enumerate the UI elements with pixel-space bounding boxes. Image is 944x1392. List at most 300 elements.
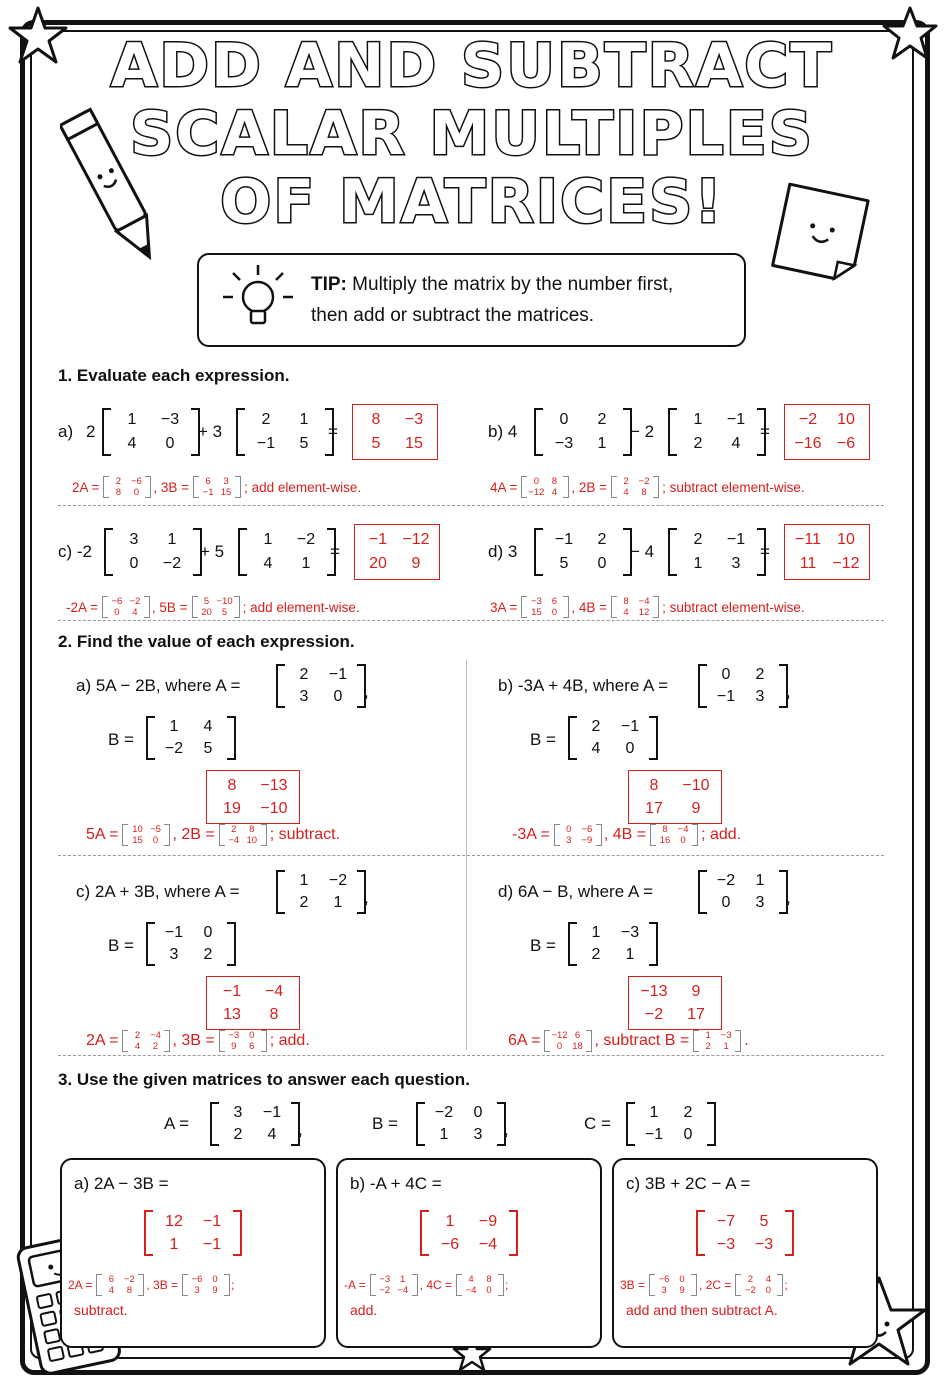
work-matrix <box>456 1274 504 1296</box>
matrix-left-bracket <box>698 664 707 708</box>
matrix-cell: 2 <box>299 894 309 911</box>
matrix-2 <box>668 408 766 456</box>
matrix-cells <box>245 408 325 456</box>
matrix-cell: 3 <box>233 1104 243 1121</box>
matrix-right-bracket <box>233 1210 242 1256</box>
matrix-cell: −10 <box>260 799 288 817</box>
worked-solution <box>508 1030 749 1052</box>
divider <box>58 855 884 856</box>
matrix-cell: 0 <box>559 411 569 428</box>
matrix-cell: 5 <box>299 435 309 452</box>
matrix-cell: −9 <box>478 1212 498 1230</box>
matrix-cell: −4 <box>264 982 284 1000</box>
matrix-cell: 0 <box>597 555 607 572</box>
work-operator: , 4B = <box>603 826 647 843</box>
work-operator: , 3B = <box>146 1278 179 1292</box>
matrix-cells <box>707 870 779 914</box>
matrix-cell: −13 <box>260 776 288 794</box>
matrix-cell: 1 <box>169 718 179 735</box>
answer-matrix <box>696 1210 794 1256</box>
problem-label: c) -2 <box>58 542 92 561</box>
matrix-cell: −4 <box>228 835 240 846</box>
answer-matrix <box>144 1210 242 1256</box>
matrix-cell: −1 <box>328 666 348 683</box>
answer-matrix <box>784 524 870 580</box>
question: b) -3A + 4B, where A = <box>498 676 669 695</box>
matrix-cell: 1 <box>263 531 273 548</box>
matrix-cell: 1 <box>693 555 703 572</box>
work-matrix <box>611 476 659 498</box>
matrix-cell: 0 <box>551 607 558 618</box>
matrix-left-bracket <box>626 1102 635 1146</box>
question: b) -A + 4C = <box>350 1174 442 1193</box>
matrix-cell: 3 <box>223 476 229 487</box>
matrix-cell: 0 <box>566 824 572 835</box>
matrix-cells <box>527 476 563 498</box>
matrix-cell: 17 <box>645 799 663 817</box>
matrix-cell: −4 <box>150 1030 161 1041</box>
title-line-2: SCALAR MULTIPLES <box>130 99 814 169</box>
matrix-cells <box>656 824 692 846</box>
work-note: ; add. <box>701 826 742 843</box>
matrix-cell: 3 <box>755 688 765 705</box>
matrix-cell: 1 <box>127 411 137 428</box>
matrix-cell: 2 <box>693 531 703 548</box>
work-end: ; <box>505 1278 509 1292</box>
matrix-cell: 8 <box>662 824 668 835</box>
matrix-cells <box>787 528 867 576</box>
question: c) 3B + 2C − A = <box>626 1174 751 1193</box>
matrix-cells <box>527 596 563 618</box>
matrix-cell: −4 <box>638 596 650 607</box>
matrix-cell: −1 <box>202 1235 222 1253</box>
matrix-cells <box>188 1274 224 1296</box>
work-end: ; <box>784 1278 788 1292</box>
matrix-cell: 4 <box>591 740 601 757</box>
matrix-cell: −6 <box>130 476 142 487</box>
matrix-cells <box>209 774 297 820</box>
matrix-cell: −1 <box>726 411 746 428</box>
matrix-cell: 2 <box>693 435 703 452</box>
lightbulb-icon <box>221 263 295 337</box>
matrix-cell: 4 <box>127 435 137 452</box>
matrix-cell: −3 <box>404 411 424 428</box>
b-label: B = <box>530 730 556 749</box>
divider <box>58 505 884 506</box>
matrix-cell: 8 <box>227 776 237 794</box>
matrix-cell: 18 <box>572 1041 583 1052</box>
matrix-cells <box>153 1210 233 1256</box>
matrix-cell: 3 <box>731 555 741 572</box>
matrix-cell: −3 <box>554 435 574 452</box>
matrix-cell: 9 <box>691 799 701 817</box>
matrix-cell: 1 <box>400 1274 406 1285</box>
matrix-b <box>568 716 658 760</box>
work-note: ; add element-wise. <box>242 599 360 615</box>
matrix-b <box>146 716 236 760</box>
worked-solution <box>72 476 361 498</box>
matrix-cell: 2 <box>597 411 607 428</box>
title-line-1: ADD AND SUBTRACT <box>110 31 834 101</box>
work-lhs: 2A = <box>86 1032 119 1049</box>
matrix-left-bracket <box>146 922 155 966</box>
matrix-cell: −2 <box>644 1005 664 1023</box>
matrix-cell: 1 <box>591 924 601 941</box>
matrix-cells <box>677 528 757 576</box>
matrix-cell: 0 <box>133 487 140 498</box>
matrix-cells <box>543 408 623 456</box>
matrix-cell: 2 <box>591 946 601 963</box>
matrix-cell: 17 <box>687 1005 705 1023</box>
matrix-cell: 1 <box>597 435 607 452</box>
matrix-cell: 3 <box>473 1126 483 1143</box>
answer-matrix <box>206 770 300 824</box>
matrix-cell: −12 <box>832 555 860 572</box>
matrix-cell: −1 <box>726 531 746 548</box>
matrix-cells <box>462 1274 498 1296</box>
matrix-cell: 2 <box>705 1041 711 1052</box>
matrix-cell: 4 <box>132 607 138 618</box>
matrix-left-bracket <box>698 870 707 914</box>
matrix-cells <box>113 528 193 576</box>
matrix-left-bracket <box>144 1210 153 1256</box>
matrix-cell: 11 <box>799 555 817 572</box>
matrix-cells <box>285 870 357 914</box>
work-matrix <box>219 824 267 846</box>
matrix-cell: 0 <box>680 835 686 846</box>
b-label: B = <box>108 936 134 955</box>
matrix-right-bracket <box>707 1102 716 1146</box>
matrix-cell: 0 <box>152 835 159 846</box>
tip-line-1: Multiply the matrix by the number first, <box>352 274 674 295</box>
matrix-right-bracket <box>261 824 267 846</box>
matrix-left-bracket <box>568 716 577 760</box>
operator: + 5 <box>200 542 225 561</box>
equals-sign: = <box>760 542 770 561</box>
work-operator: , 2B = <box>172 826 215 843</box>
matrix-cell: 4 <box>623 607 629 618</box>
answer-matrix <box>354 524 440 580</box>
matrix-cell: 8 <box>371 411 381 428</box>
work-matrix <box>192 596 240 618</box>
matrix-cell: 0 <box>625 740 635 757</box>
matrix-cell: 1 <box>445 1212 455 1230</box>
tip-label: TIP: <box>311 274 347 295</box>
matrix-cell: 0 <box>721 666 731 683</box>
matrix-cell: −6 <box>191 1274 203 1285</box>
work-matrix <box>693 1030 741 1052</box>
matrix-cell: 5 <box>203 596 210 607</box>
matrix-right-bracket <box>498 1274 504 1296</box>
matrix-right-bracket <box>649 922 658 966</box>
matrix-b <box>568 922 658 966</box>
tip-text <box>311 269 731 331</box>
matrix-right-bracket <box>234 596 240 618</box>
work-matrix <box>544 1030 592 1052</box>
answer-matrix <box>784 404 870 460</box>
work-end: ; <box>231 1278 235 1292</box>
work-lhs: -A = <box>344 1278 366 1292</box>
work-note: ; add element-wise. <box>244 479 362 495</box>
work-operator: , 5B = <box>151 599 188 615</box>
comma: , <box>298 1120 303 1139</box>
matrix-a <box>698 664 788 708</box>
matrix-cells <box>550 1030 586 1052</box>
given-matrix-b <box>416 1102 506 1146</box>
matrix-cell: 8 <box>623 596 629 607</box>
matrix-cell: 3 <box>194 1285 200 1296</box>
matrix-cells <box>108 596 144 618</box>
matrix-cell: 6 <box>205 476 211 487</box>
work-matrix <box>554 824 602 846</box>
matrix-cell: 8 <box>126 1285 132 1296</box>
matrix-cells <box>247 528 327 576</box>
work-note: add and then subtract A. <box>626 1302 778 1318</box>
matrix-right-bracket <box>164 824 170 846</box>
matrix-right-bracket <box>145 476 151 498</box>
matrix-left-bracket <box>568 922 577 966</box>
matrix-cell: −2 <box>129 596 141 607</box>
question: d) 6A − B, where A = <box>498 882 653 901</box>
matrix-cell: 4 <box>468 1274 474 1285</box>
matrix-cell: 8 <box>649 776 659 794</box>
matrix-1 <box>102 408 200 456</box>
matrix-cells <box>128 824 164 846</box>
matrix-cell: −1 <box>716 688 736 705</box>
matrix-right-bracket <box>138 1274 144 1296</box>
matrix-cells <box>577 922 649 966</box>
matrix-right-bracket <box>653 596 659 618</box>
matrix-cell: 2 <box>755 666 765 683</box>
matrix-cell: 1 <box>167 531 177 548</box>
comma: , <box>504 1120 509 1139</box>
matrix-cell: 2 <box>683 1104 693 1121</box>
matrix-right-bracket <box>691 1274 697 1296</box>
matrix-left-bracket <box>534 528 543 576</box>
matrix-cell: −1 <box>202 487 214 498</box>
matrix-cell: 1 <box>649 1104 659 1121</box>
matrix-cell: −2 <box>434 1104 454 1121</box>
work-operator: , 4B = <box>571 599 608 615</box>
matrix-cell: −9 <box>581 835 593 846</box>
matrix-cell: 3 <box>755 894 765 911</box>
work-lhs: 5A = <box>86 826 119 843</box>
matrix-1 <box>534 528 632 576</box>
worked-solution <box>86 1030 310 1052</box>
work-note: . <box>744 1032 749 1049</box>
work-matrix <box>193 476 241 498</box>
matrix-cell: 1 <box>301 555 311 572</box>
matrix-cells <box>705 1210 785 1256</box>
matrix-left-bracket <box>668 528 677 576</box>
answer-matrix <box>352 404 438 460</box>
matrix-cells <box>225 824 261 846</box>
matrix-cell: 5 <box>559 555 569 572</box>
work-matrix <box>122 1030 170 1052</box>
matrix-cell: 12 <box>165 1212 183 1230</box>
matrix-cell: −16 <box>794 435 822 452</box>
matrix-cell: −3 <box>379 1274 391 1285</box>
matrix-cell: 2 <box>134 1030 141 1041</box>
divider <box>58 1055 884 1056</box>
matrix-2 <box>236 408 334 456</box>
matrix-2 <box>238 528 336 576</box>
matrix-cells <box>741 1274 777 1296</box>
matrix-cell: −6 <box>581 824 593 835</box>
matrix-right-bracket <box>509 1210 518 1256</box>
matrix-left-bracket <box>534 408 543 456</box>
matrix-cells <box>560 824 596 846</box>
matrix-cell: −2 <box>638 476 650 487</box>
matrix-left-bracket <box>668 408 677 456</box>
matrix-cell: −3 <box>620 924 640 941</box>
matrix-cell: 0 <box>765 1285 772 1296</box>
matrix-cells <box>285 664 357 708</box>
matrix-cell: 0 <box>333 688 343 705</box>
matrix-cell: 20 <box>201 607 212 618</box>
matrix-right-bracket <box>563 476 569 498</box>
matrix-2 <box>668 528 766 576</box>
work-matrix <box>122 824 170 846</box>
matrix-cell: 4 <box>134 1041 141 1052</box>
matrix-cells <box>109 476 145 498</box>
matrix-cell: 2 <box>203 946 213 963</box>
matrix-right-bracket <box>235 476 241 498</box>
matrix-right-bracket <box>653 476 659 498</box>
matrix-cell: 1 <box>333 894 343 911</box>
work-matrix <box>649 1274 697 1296</box>
matrix-left-bracket <box>236 408 245 456</box>
matrix-cell: 0 <box>473 1104 483 1121</box>
matrix-cell: 8 <box>249 824 255 835</box>
work-operator: , 3B = <box>172 1032 215 1049</box>
matrix-left-bracket <box>146 716 155 760</box>
matrix-cell: 2 <box>115 476 122 487</box>
tip-box <box>197 253 746 347</box>
matrix-cell: 10 <box>837 411 855 428</box>
matrix-left-bracket <box>420 1210 429 1256</box>
problem-label: d) 3 <box>488 542 518 561</box>
matrix-cell: −7 <box>716 1212 736 1230</box>
work-note: ; subtract element-wise. <box>662 599 805 615</box>
matrix-cells <box>655 1274 691 1296</box>
matrix-cell: 2 <box>747 1274 754 1285</box>
matrix-cell: 3 <box>566 835 572 846</box>
matrix-cell: 3 <box>661 1285 667 1296</box>
matrix-cell: −13 <box>640 982 668 1000</box>
work-lhs: 2A = <box>72 479 100 495</box>
matrix-cell: 19 <box>223 799 241 817</box>
matrix-cells <box>376 1274 412 1296</box>
given-matrix-c <box>626 1102 716 1146</box>
matrix-cell: −5 <box>150 824 161 835</box>
matrix-cells <box>111 408 191 456</box>
worked-solution <box>512 824 741 846</box>
work-matrix <box>103 476 151 498</box>
worked-solution <box>620 1274 788 1296</box>
matrix-left-bracket <box>696 1210 705 1256</box>
comma: , <box>786 682 791 701</box>
matrix-cell: 15 <box>531 607 542 618</box>
matrix-cell: 4 <box>267 1126 277 1143</box>
section-2-heading: 2. Find the value of each expression. <box>58 632 355 651</box>
matrix-right-bracket <box>785 1210 794 1256</box>
matrix-cell: 0 <box>165 435 175 452</box>
matrix-cells <box>699 1030 735 1052</box>
matrix-cell: 6 <box>249 1041 255 1052</box>
operator: − 4 <box>630 542 655 561</box>
matrix-cell: −3 <box>720 1030 732 1041</box>
matrix-a <box>276 664 366 708</box>
b-label: B = <box>530 936 556 955</box>
matrix-right-bracket <box>692 824 698 846</box>
matrix-right-bracket <box>164 1030 170 1052</box>
work-lhs: -2A = <box>66 599 98 615</box>
matrix-cell: 4 <box>263 555 273 572</box>
matrix-right-bracket <box>777 1274 783 1296</box>
work-matrix <box>182 1274 230 1296</box>
matrix-cell: 3 <box>169 946 179 963</box>
matrix-right-bracket <box>144 596 150 618</box>
matrix-cells <box>102 1274 138 1296</box>
matrix-cell: 9 <box>679 1285 685 1296</box>
matrix-cell: 10 <box>132 824 143 835</box>
work-note: subtract. <box>74 1302 128 1318</box>
worked-solution <box>490 596 805 618</box>
work-lhs: 6A = <box>508 1032 541 1049</box>
matrix-cell: 0 <box>486 1285 492 1296</box>
matrix-cells <box>429 1210 509 1256</box>
section-1-heading: 1. Evaluate each expression. <box>58 366 290 385</box>
tip-line-2: then add or subtract the matrices. <box>311 305 595 326</box>
matrix-cell: 1 <box>755 872 765 889</box>
matrix-cell: −1 <box>644 1126 664 1143</box>
answer-matrix <box>420 1210 518 1256</box>
matrix-cells <box>155 716 227 760</box>
matrix-cell: 9 <box>231 1041 237 1052</box>
work-operator: , 2B = <box>571 479 608 495</box>
work-matrix <box>370 1274 418 1296</box>
worked-solution <box>490 476 805 498</box>
equals-sign: = <box>330 542 340 561</box>
matrix-cell: −3 <box>228 1030 240 1041</box>
worked-solution <box>68 1274 234 1296</box>
work-lhs: 2A = <box>68 1278 93 1292</box>
matrix-cell: −1 <box>164 924 184 941</box>
matrix-cell: −6 <box>440 1235 460 1253</box>
matrix-cell: −2 <box>162 555 182 572</box>
matrix-cell: 15 <box>132 835 143 846</box>
matrix-cell: −2 <box>798 411 818 428</box>
matrix-left-bracket <box>210 1102 219 1146</box>
worked-solution <box>344 1274 508 1296</box>
work-matrix <box>611 596 659 618</box>
matrix-cells <box>577 716 649 760</box>
matrix-right-bracket <box>227 922 236 966</box>
matrix-cell: 0 <box>203 924 213 941</box>
matrix-cell: −3 <box>716 1235 736 1253</box>
work-operator: , 4C = <box>419 1278 453 1292</box>
matrix-cell: −4 <box>478 1235 498 1253</box>
answer-matrix <box>206 976 300 1030</box>
matrix-cell: 4 <box>551 487 558 498</box>
question: a) 5A − 2B, where A = <box>76 676 241 695</box>
matrix-cell: −12 <box>402 531 430 548</box>
matrix-cell: 9 <box>691 982 701 1000</box>
comma: , <box>364 682 369 701</box>
matrix-a <box>276 870 366 914</box>
matrix-cell: 16 <box>659 835 671 846</box>
